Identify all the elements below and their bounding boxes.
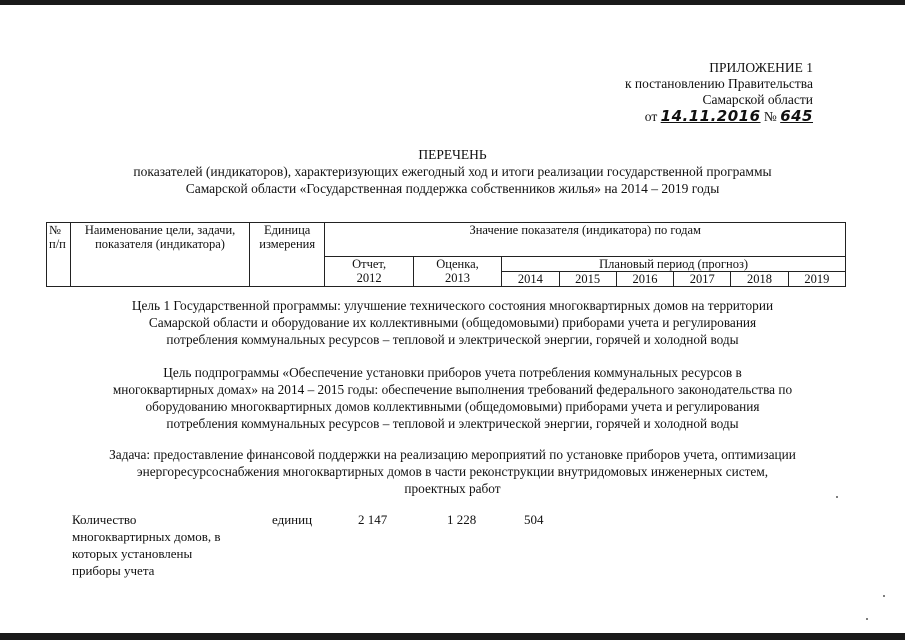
header-year-2014: 2014	[502, 272, 559, 287]
report-year: 2012	[356, 271, 382, 285]
subgoal-line-4: потребления коммунальных ресурсов – тепловой и электрической энергии, горячей и холодной воды	[166, 416, 739, 431]
indicator-name-line-2: многоквартирных домов, в	[72, 529, 221, 544]
header-estimate	[413, 257, 501, 287]
scan-speck	[866, 618, 868, 620]
subgoal-line-2: многоквартирных домах» на 2014 – 2015 годы: обеспечение выполнения требований федерального законодательства по	[112, 382, 793, 397]
document-title: ПЕРЕЧЕНЬ	[418, 147, 487, 162]
heading-line-1: показателей (индикаторов), характеризующих ежегодный ход и итоги реализации государственной программы	[133, 164, 772, 179]
subgoal-section	[0, 364, 905, 432]
scan-speck	[836, 496, 838, 498]
handwritten-date: 14.11.2016	[660, 107, 761, 125]
task-section	[0, 446, 905, 497]
appendix-date-line	[553, 108, 813, 125]
number-label: №	[763, 109, 777, 124]
indicator-value-2012: 2 147	[358, 512, 388, 527]
scan-speck	[883, 595, 885, 597]
goal-line-1: Цель 1 Государственной программы: улучшение технического состояния многоквартирных домов на территории	[131, 298, 774, 313]
subgoal-line-1: Цель подпрограммы «Обеспечение установки приборов учета потребления коммунальных ресурсов в	[163, 365, 742, 380]
task-line-3: проектных работ	[404, 481, 501, 496]
indicator-name-line-3: которых установлены	[72, 546, 193, 561]
appendix-block	[553, 60, 813, 125]
header-year-2019: 2019	[788, 272, 845, 287]
header-unit: Единица измерения	[250, 223, 325, 287]
header-year-2016: 2016	[616, 272, 673, 287]
header-num: № п/п	[47, 223, 71, 287]
appendix-line-3: Самарской области	[702, 92, 813, 107]
task-line-2: энергоресурсоснабжения многоквартирных домов в части реконструкции внутридомовых инженерных систем,	[136, 464, 769, 479]
appendix-title: ПРИЛОЖЕНИЕ 1	[709, 60, 813, 75]
indicator-table-header	[46, 222, 846, 287]
appendix-line-2: к постановлению Правительства	[624, 76, 813, 91]
header-year-2015: 2015	[559, 272, 616, 287]
indicator-name	[72, 511, 252, 579]
header-year-2017: 2017	[674, 272, 731, 287]
header-plan: Плановый период (прогноз)	[502, 257, 846, 272]
heading-line-2: Самарской области «Государственная поддержка собственников жилья» на 2014 – 2019 годы	[185, 181, 720, 196]
subgoal-line-3: оборудованию многоквартирных домов коллективными (общедомовыми) приборами учета и регулирования	[145, 399, 760, 414]
indicator-name-line-1: Количество	[72, 512, 137, 527]
from-label: от	[644, 109, 658, 124]
indicator-value-2013: 1 228	[447, 512, 477, 527]
header-value: Значение показателя (индикатора) по годам	[325, 223, 846, 257]
goal-section	[0, 297, 905, 348]
indicator-value-2014: 504	[524, 512, 544, 527]
scan-top-edge	[0, 0, 905, 5]
scan-bottom-edge	[0, 633, 905, 640]
indicator-name-line-4: приборы учета	[72, 563, 155, 578]
goal-line-2: Самарской области и оборудование их коллективными (общедомовыми) приборами учета и регулирования	[148, 315, 757, 330]
estimate-year: 2013	[445, 271, 471, 285]
header-year-2018: 2018	[731, 272, 788, 287]
report-label: Отчет,	[352, 257, 387, 271]
handwritten-number: 645	[780, 107, 813, 125]
document-heading	[0, 146, 905, 197]
task-line-1: Задача: предоставление финансовой поддержки на реализацию мероприятий по установке приборов учета, оптимизации	[109, 447, 796, 462]
header-report	[325, 257, 413, 287]
indicator-unit: единиц	[272, 512, 313, 527]
estimate-label: Оценка,	[436, 257, 479, 271]
goal-line-3: потребления коммунальных ресурсов – тепловой и электрической энергии, горячей и холодной воды	[166, 332, 739, 347]
header-name: Наименование цели, задачи, показателя (индикатора)	[71, 223, 250, 287]
